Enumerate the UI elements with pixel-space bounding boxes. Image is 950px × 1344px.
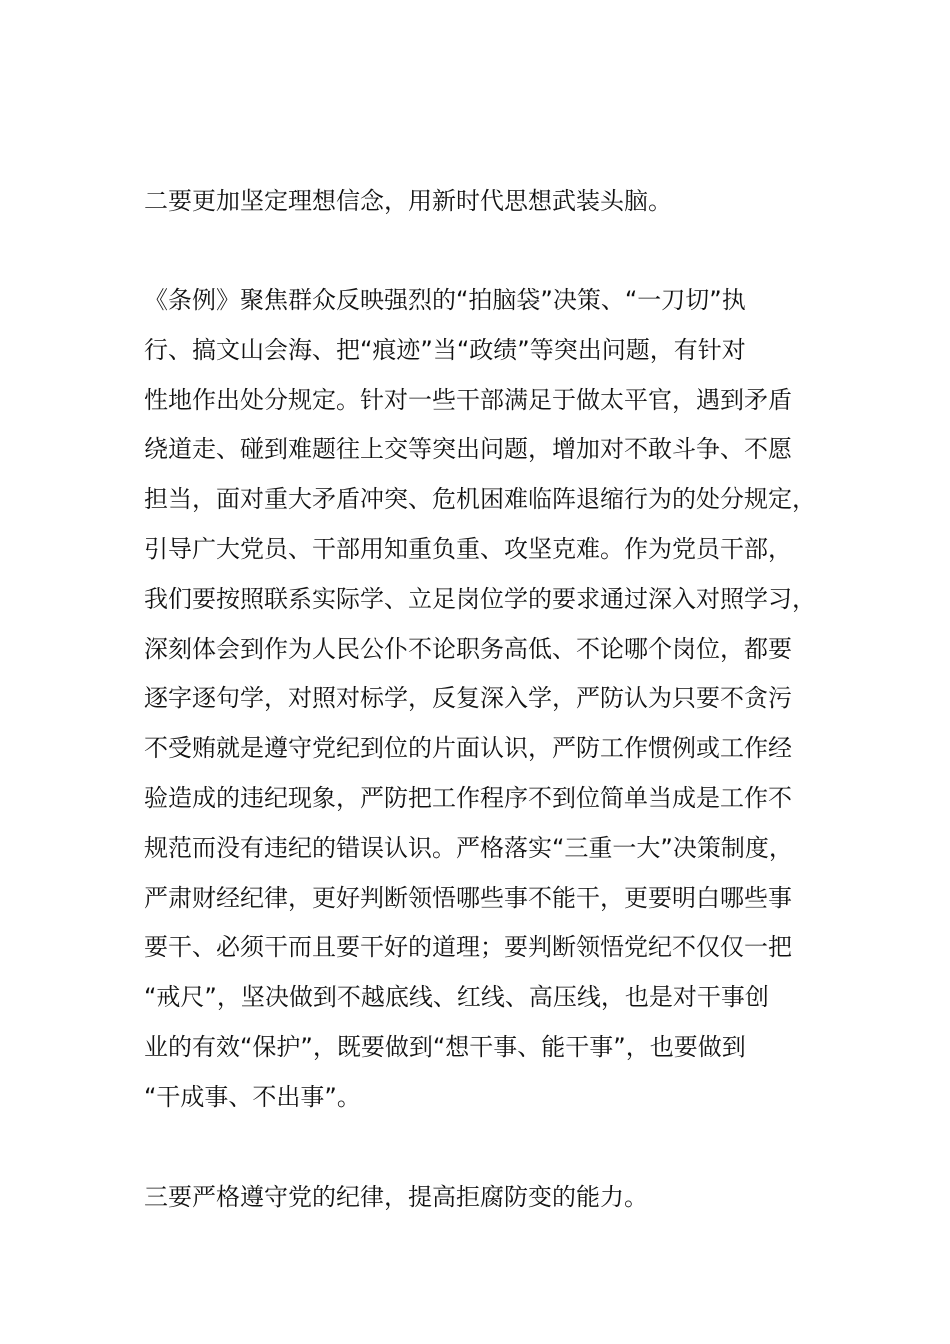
paragraph-line: 业的有效“保护”，既要做到“想干事、能干事”，也要做到 (144, 1032, 746, 1061)
section-heading-2: 二要更加坚定理想信念，用新时代思想武装头脑。 (144, 187, 672, 215)
paragraph-line: 深刻体会到作为人民公仆不论职务高低、不论哪个岗位，都要 (144, 634, 792, 663)
paragraph-line: 性地作出处分规定。针对一些干部满足于做太平官，遇到矛盾 (144, 385, 792, 414)
body-paragraph (144, 285, 824, 1132)
section-heading-3: 三要严格遵守党的纪律，提高拒腐防变的能力。 (144, 1183, 648, 1211)
paragraph-line: 行、搞文山会海、把“痕迹”当“政绩”等突出问题，有针对 (144, 335, 746, 364)
paragraph-line: 我们要按照联系实际学、立足岗位学的要求通过深入对照学习， (144, 584, 816, 613)
paragraph-line: 引导广大党员、干部用知重负重、攻坚克难。作为党员干部， (144, 534, 792, 563)
paragraph-line: 绕道走、碰到难题往上交等突出问题，增加对不敢斗争、不愿 (144, 435, 792, 464)
paragraph-line: 要干、必须干而且要干好的道理；要判断领悟党纪不仅仅一把 (144, 933, 792, 962)
paragraph-line: 担当，面对重大矛盾冲突、危机困难临阵退缩行为的处分规定， (144, 485, 816, 514)
paragraph-line: 《条例》聚焦群众反映强烈的“拍脑袋”决策、“一刀切”执 (144, 286, 746, 314)
paragraph-line: 逐字逐句学，对照对标学，反复深入学，严防认为只要不贪污 (144, 684, 792, 713)
paragraph-line: “戒尺”，坚决做到不越底线、红线、高压线，也是对干事创 (144, 983, 769, 1012)
paragraph-line: “干成事、不出事”。 (144, 1082, 361, 1111)
paragraph-line: 严肃财经纪律，更好判断领悟哪些事不能干，更要明白哪些事 (144, 883, 792, 912)
paragraph-line: 验造成的违纪现象，严防把工作程序不到位简单当成是工作不 (144, 783, 792, 812)
paragraph-line: 不受贿就是遵守党纪到位的片面认识，严防工作惯例或工作经 (144, 734, 792, 763)
paragraph-line: 规范而没有违纪的错误认识。严格落实“三重一大”决策制度， (144, 833, 793, 862)
